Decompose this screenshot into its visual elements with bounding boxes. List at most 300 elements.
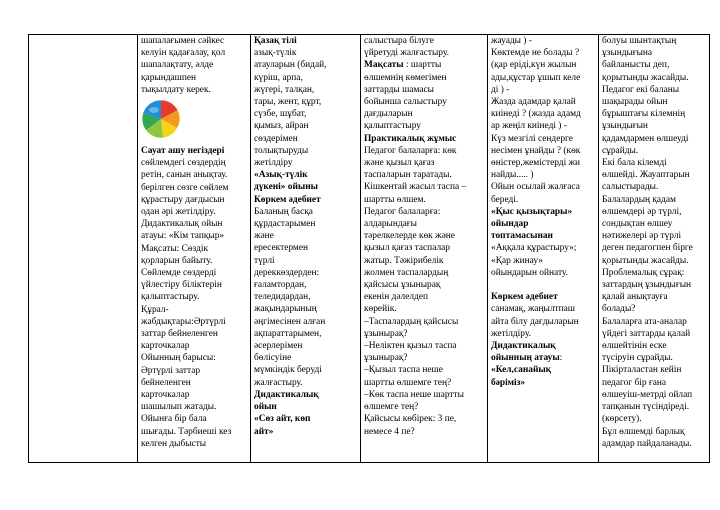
text-line [254,169,357,181]
cell-col-5 [488,35,599,463]
text-line [491,47,595,59]
text-line [141,389,247,401]
text-line [364,377,484,389]
text-line [602,145,706,157]
table-row [29,35,710,463]
text-line [602,72,706,84]
text-run: түсіруін сұрайды. [602,353,673,364]
bold-run: ойындар [491,219,529,230]
text-run: береді. [491,194,519,205]
text-run: Баланың басқа [254,206,313,217]
text-line [491,352,595,364]
text-run: жақындарының [254,304,317,315]
text-run: жабдықтары:Әртүрлі [141,316,226,327]
text-line [254,35,357,47]
text-line [602,169,706,181]
text-run: «Аққала құрастыру»; [491,243,577,254]
text-run: шақырады ойын [602,97,668,108]
text-line [602,377,706,389]
text-line [254,291,357,303]
text-run: қорытынды жасайды. [602,72,689,83]
text-run: алдарындағы [364,219,417,230]
text-run: найды..... ) [491,170,534,181]
text-line [254,426,357,438]
text-run: Кішкентай жасыл таспа – [364,182,467,193]
text-run: қорларын байыту. [141,255,213,266]
text-run: нәтижелері әр түрлі [602,231,682,242]
text-line [254,230,357,242]
text-line [491,157,595,169]
text-line [602,438,706,450]
text-run: өністер,жемістерді жи [491,158,581,169]
text-run: заттардың ұзындығын [602,280,692,291]
text-run: сөздерімен [254,133,298,144]
text-line [364,328,484,340]
text-line [364,47,484,59]
text-line [364,59,484,71]
text-run: құрдастарымен [254,219,316,230]
text-line [491,377,595,389]
text-line [141,291,247,303]
text-line [491,328,595,340]
text-line [141,279,247,291]
text-run: теледидардан, [254,292,311,303]
bold-run: ойын [254,402,277,413]
text-line [602,59,706,71]
text-run: қорытынды жасайды. [602,255,689,266]
text-run: жүгері, талқан, [254,84,315,95]
text-line [491,72,595,84]
cell-col-6 [599,35,710,463]
text-run: Проблемалық сұрақ: [602,267,685,278]
text-run: адамдар пайдаланады. [602,438,692,449]
text-line [254,145,357,157]
text-run: Мақсаты: Сөздік [141,243,208,254]
text-run: немесе 4 пе? [364,426,415,437]
bold-run: Дидактикалық [491,341,556,352]
text-line [254,47,357,59]
text-line: шапалақтату, әлде [141,60,214,71]
text-line [602,242,706,254]
text-run: таспаларын таратады. [364,170,452,181]
text-line [254,194,357,206]
text-run: байланысты деп, [602,60,670,71]
text-run: шашылып жатады. [141,402,217,413]
text-run: ұзындығына [602,48,653,59]
text-run: : [559,353,563,364]
text-line [364,35,484,47]
text-line [491,206,595,218]
text-run: әсерлерімен [254,341,303,352]
text-line [491,267,595,279]
text-run: келген дыбысты [141,438,207,449]
text-line [364,157,484,169]
cell-col-3 [251,35,361,463]
text-line [602,255,706,267]
bold-run: Практикалық жұмыс [364,133,457,144]
col5-text [491,35,595,389]
text-line [141,206,247,218]
text-line [364,120,484,132]
bold-run: «Кел,санайық [491,365,552,376]
text-run: одан әрі жетілдіру. [141,207,216,218]
text-run: Балаларға ата-аналар [602,316,687,327]
text-run: Пікірталастан кейін [602,365,682,376]
text-run: салыстырады. [602,182,659,193]
bold-run: Мақсаты [364,60,404,71]
bold-run: ойынның атауы [491,353,560,364]
text-run: ересектермен [254,243,309,254]
text-run: шығады. Тәрбиеші кез [141,426,232,437]
text-run: шартты өлшем. [364,194,426,205]
text-run: (қар еріді,күн жылын [491,60,577,71]
text-line [602,181,706,193]
text-run: атауларын (бидай, [254,60,327,71]
text-line [254,377,357,389]
text-run: Дидактикалық ойын [141,219,223,230]
text-line [602,35,706,47]
text-run: құрастыру дағдысын [141,194,225,205]
text-run: өлшеуіш-метрді ойлап [602,389,693,400]
text-run: (көрсету). [602,414,642,425]
col4-text [364,35,484,438]
col3-text [254,35,357,438]
text-line [364,242,484,254]
text-run: үйдегі заттарды қалай [602,328,691,339]
text-run: педагог бір ғана [602,377,667,388]
text-line [602,84,706,96]
text-line [254,364,357,376]
text-run: өлшемге тең? [364,402,419,413]
text-line [491,291,595,303]
text-line [254,120,357,132]
text-line [491,108,595,120]
text-run: сөйлемдегі сөздердің [141,158,226,169]
text-line [364,267,484,279]
text-line [364,316,484,328]
text-run: –Қызыл таспа неше [364,365,443,376]
text-run: «Қар жинау» [491,255,543,266]
text-line: келуін қадағалау, қол [141,48,226,59]
text-run: қайсысы ұзынырақ [364,280,441,291]
text-line [491,181,595,193]
text-run: және қызыл қағаз [364,158,435,169]
text-line [364,303,484,315]
text-line [141,255,247,267]
text-line [141,243,247,255]
col2-text-top [141,35,247,96]
text-line [602,206,706,218]
text-run: әңгімесінен алған [254,316,326,327]
text-line [254,316,357,328]
text-line [602,303,706,315]
text-run: Қайсысы көбірек: 3 пе, [364,414,457,425]
text-run: Ойынға бір бала [141,414,207,425]
text-line [602,328,706,340]
text-run: Ойын осылай жалғаса [491,182,580,193]
text-line [364,389,484,401]
text-run: Көктемде не болады ? [491,48,580,59]
bold-run: дүкені» ойыны [254,182,318,193]
text-line [491,145,595,157]
text-line [364,194,484,206]
text-line [141,304,247,316]
text-line [254,59,357,71]
text-run: тәрелкелерде көк және [364,231,455,242]
text-line [491,303,595,315]
text-line [141,145,247,157]
text-run: –Неліктен қызыл таспа [364,341,457,352]
text-line [141,413,247,425]
text-run: үйлестіру біліктерін [141,280,222,291]
text-run: Педагог екі баланы [602,84,680,95]
text-line [364,279,484,291]
text-line [364,181,484,193]
text-line [141,365,247,377]
text-run: өлшейді. Жауаптарын [602,170,690,181]
text-run: –Таспалардың қайсысы [364,316,459,327]
text-line: қарындашпен [141,72,197,83]
text-run: мүмкіндік беруді [254,365,322,376]
text-line [602,218,706,230]
text-run: бейнеленген [141,377,191,388]
text-run: киінеді ? (жазда адамд [491,109,581,120]
text-run: Екі бала кілемді [602,158,667,169]
text-line [141,438,247,450]
text-run: қызыл қағаз таспалар [364,243,450,254]
text-run: ақпараттарымен, [254,328,322,339]
text-line [254,413,357,425]
text-line [141,401,247,413]
text-line [141,426,247,438]
text-line [141,182,247,194]
text-run: көрейік. [364,304,397,315]
text-run: ғаламтордан, [254,280,307,291]
text-line [141,169,247,181]
text-line [141,328,247,340]
text-line [602,267,706,279]
text-line [254,303,357,315]
text-run: ойындарын ойнату. [491,267,569,278]
text-line [141,218,247,230]
text-line [491,194,595,206]
text-line [254,84,357,96]
text-run: атауы: «Кім тапқыр» [141,231,225,242]
text-run: екенін дәлелдеп [364,292,429,303]
text-run: қалай анықтауға [602,292,668,303]
text-run: жатыр. Тәжірибелік [364,255,444,266]
text-line [254,242,357,254]
text-line [364,426,484,438]
text-run: ұзынырақ? [364,328,408,339]
text-run: және [254,231,274,242]
text-line [254,267,357,279]
text-run: : шартты [403,60,442,71]
text-run: Педагог балаларға: көк [364,145,457,156]
text-line [491,242,595,254]
text-line [364,108,484,120]
text-line [141,157,247,169]
text-line [491,169,595,181]
text-line [364,352,484,364]
text-line [254,157,357,169]
text-line [602,230,706,242]
text-line [254,340,357,352]
bold-run: «Қыс қызықтары» [491,206,573,217]
text-line [364,96,484,108]
text-run: қалыптастыру. [141,292,200,303]
text-run: –Көк таспа неше шартты [364,389,464,400]
text-line [141,230,247,242]
text-line [602,96,706,108]
text-line [491,364,595,376]
bold-run: «Азық-түлік [254,170,308,181]
text-line [491,340,595,352]
text-line [602,426,706,438]
text-line [491,230,595,242]
text-run: жетілдіру. [491,328,531,339]
cell-col-2 [138,35,251,463]
text-run: шартты өлшемге тең? [364,377,452,388]
text-run: Ойынның барысы: [141,353,216,364]
text-run: салыстыра білуге [364,36,434,46]
text-run: ады,құстар ұшып келе [491,72,581,83]
text-line [602,352,706,364]
text-line [491,218,595,230]
text-line [364,218,484,230]
text-line [602,120,706,132]
col2-text-bottom [141,145,247,450]
text-run: ұзындығын [602,121,648,132]
text-line [254,218,357,230]
text-run: бойынша салыстыру [364,97,447,108]
text-run: айта білу дағдыларын [491,316,579,327]
text-line [602,389,706,401]
text-line [141,352,247,364]
text-line [364,133,484,145]
text-run: заттарды шамасы [364,84,434,95]
text-line [364,291,484,303]
text-line [491,84,595,96]
lesson-plan-table [28,34,710,463]
text-line [254,328,357,340]
text-line [254,133,357,145]
text-line [254,279,357,291]
text-run: Құрал- [141,304,169,315]
text-line [364,340,484,352]
text-run: несімен ұнайды ? (көк [491,145,581,156]
text-line [364,401,484,413]
text-line [364,145,484,157]
text-run: сұрайды. [602,145,639,156]
text-run: Бұл өлшемді барлық [602,426,685,437]
text-line [141,316,247,328]
text-line [141,267,247,279]
text-run: тары, жент, құрт, [254,97,322,108]
cell-col-4 [361,35,488,463]
text-line [491,120,595,132]
text-line [602,133,706,145]
text-run: жауады ) - [491,36,532,46]
text-run: толықтыруды [254,145,309,156]
text-run: Жазда адамдар қалай [491,97,576,108]
text-line [254,206,357,218]
text-run: қадамдармен өлшеуді [602,133,689,144]
bold-run: Сауат ашу негіздері [141,146,225,157]
text-run: Сөйлемде сөздерді [141,268,217,279]
text-run: деген педагогпен бірге [602,243,693,254]
colorful-ball-icon [141,99,181,139]
text-run: өлшемнің көмегімен [364,72,447,83]
text-run: ретін, санын анықтау. [141,170,228,181]
text-run: жолмен таспалардың [364,267,449,278]
text-line [364,255,484,267]
text-run: заттар бейнеленген [141,329,218,340]
text-run: қалыптастыру [364,121,421,132]
text-line [602,194,706,206]
text-run: Балалардың қадам [602,194,676,205]
text-run: азық-түлік [254,48,297,59]
text-line [602,291,706,303]
text-run: карточкалар [141,390,190,401]
text-line [491,279,595,291]
text-run: болады? [602,304,636,315]
text-line [364,206,484,218]
text-run: тапқанын түсіндіреді. [602,402,690,413]
text-run: қымыз, айран [254,121,309,132]
text-run: ұзынырақ? [364,353,408,364]
text-line: тықылдату керек. [141,84,211,95]
text-line [364,413,484,425]
text-run: санамақ, жаңылтпаш [491,304,576,315]
text-line [491,133,595,145]
bold-run: айт» [254,426,274,437]
text-run: дағдыларын [364,109,413,120]
text-line [491,59,595,71]
text-run: сондықтан өлшеу [602,219,673,230]
text-line [602,413,706,425]
text-run: бұрыштағы кілемнің [602,109,686,120]
text-line [491,255,595,267]
text-run: күріш, арпа, [254,72,303,83]
text-line [602,340,706,352]
text-line [602,279,706,291]
text-line [491,35,595,47]
text-run: бөлісуіне [254,353,292,364]
text-run: түрлі [254,255,275,266]
text-line [491,316,595,328]
text-line [602,108,706,120]
bold-run: бәріміз» [491,377,526,388]
text-run: өлшемдері әр түрлі, [602,206,682,217]
logo-wrap [141,96,247,145]
bold-run: топтамасынан [491,231,553,242]
text-line [602,401,706,413]
text-line [364,84,484,96]
text-line [364,72,484,84]
text-line [491,96,595,108]
text-line [254,352,357,364]
text-run: болуы шынтақтың [602,36,677,46]
text-line [364,169,484,181]
text-line [602,316,706,328]
text-line [254,389,357,401]
text-line [141,340,247,352]
text-line [602,364,706,376]
text-line [364,364,484,376]
text-line [141,194,247,206]
text-line: шапалағымен сәйкес [141,36,225,46]
